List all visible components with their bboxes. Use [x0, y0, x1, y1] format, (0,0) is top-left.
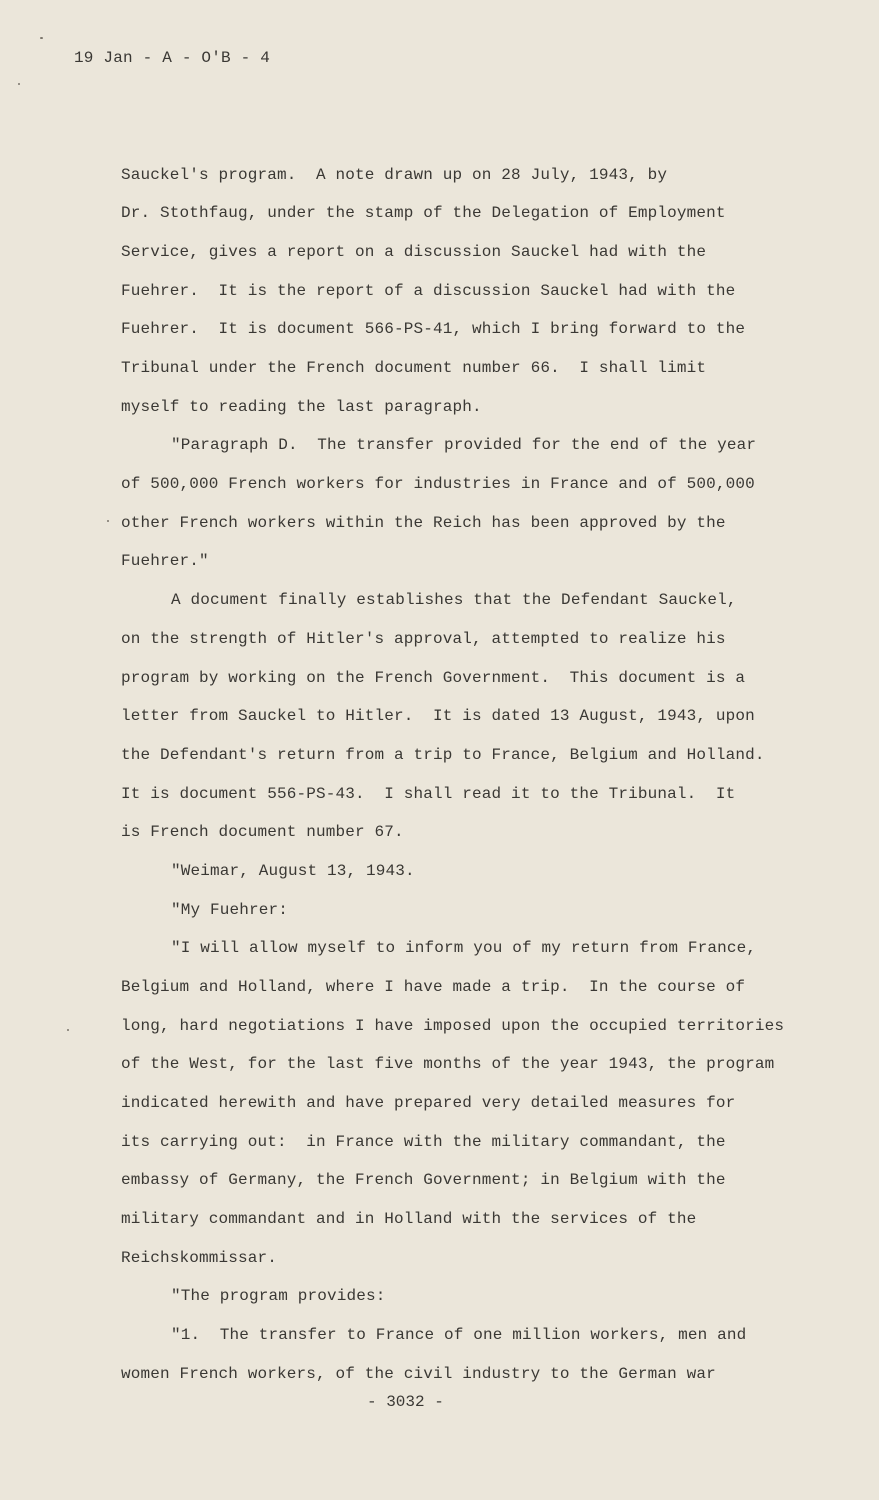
body-line-4: Fuehrer. It is the report of a discussion Sauckel had with the — [121, 282, 736, 300]
body-line-14: program by working on the French Government. This document is a — [121, 669, 746, 687]
body-line-20: "My Fuehrer: — [171, 901, 289, 919]
body-line-1: Sauckel's program. A note drawn up on 28 July, 1943, by — [121, 166, 668, 184]
body-line-25: indicated herewith and have prepared very detailed measures for — [121, 1094, 736, 1112]
body-line-10: other French workers within the Reich has been approved by the — [121, 514, 726, 532]
paper-speck — [67, 1029, 69, 1031]
body-line-3: Service, gives a report on a discussion Sauckel had with the — [121, 243, 707, 261]
paper-speck — [18, 83, 20, 85]
body-line-16: the Defendant's return from a trip to France, Belgium and Holland. — [121, 746, 765, 764]
body-line-23: long, hard negotiations I have imposed upon the occupied territories — [121, 1017, 785, 1035]
body-line-11: Fuehrer." — [121, 552, 209, 570]
body-line-8: "Paragraph D. The transfer provided for the end of the year — [171, 436, 757, 454]
paper-speck — [40, 37, 43, 39]
body-line-27: embassy of Germany, the French Government; in Belgium with the — [121, 1171, 726, 1189]
body-line-21: "I will allow myself to inform you of my return from France, — [171, 939, 757, 957]
body-line-22: Belgium and Holland, where I have made a trip. In the course of — [121, 978, 746, 996]
paper-speck — [107, 520, 109, 522]
header-reference: 19 Jan - A - O'B - 4 — [74, 49, 271, 67]
body-line-13: on the strength of Hitler's approval, attempted to realize his — [121, 630, 726, 648]
body-line-9: of 500,000 French workers for industries in France and of 500,000 — [121, 475, 755, 493]
body-line-32: women French workers, of the civil industry to the German war — [121, 1365, 716, 1383]
page-number: - 3032 - — [367, 1393, 444, 1411]
body-line-15: letter from Sauckel to Hitler. It is dated 13 August, 1943, upon — [121, 707, 755, 725]
body-line-30: "The program provides: — [171, 1287, 386, 1305]
body-line-7: myself to reading the last paragraph. — [121, 398, 482, 416]
body-line-31: "1. The transfer to France of one million workers, men and — [171, 1326, 747, 1344]
body-line-29: Reichskommissar. — [121, 1249, 278, 1267]
body-line-26: its carrying out: in France with the military commandant, the — [121, 1133, 726, 1151]
body-line-5: Fuehrer. It is document 566-PS-41, which I bring forward to the — [121, 320, 746, 338]
body-line-17: It is document 556-PS-43. I shall read it to the Tribunal. It — [121, 785, 736, 803]
body-line-18: is French document number 67. — [121, 823, 404, 841]
body-line-19: "Weimar, August 13, 1943. — [171, 862, 415, 880]
body-line-2: Dr. Stothfaug, under the stamp of the Delegation of Employment — [121, 204, 726, 222]
body-line-12: A document finally establishes that the Defendant Sauckel, — [171, 591, 737, 609]
body-line-28: military commandant and in Holland with the services of the — [121, 1210, 697, 1228]
body-line-24: of the West, for the last five months of the year 1943, the program — [121, 1055, 775, 1073]
body-line-6: Tribunal under the French document number 66. I shall limit — [121, 359, 707, 377]
